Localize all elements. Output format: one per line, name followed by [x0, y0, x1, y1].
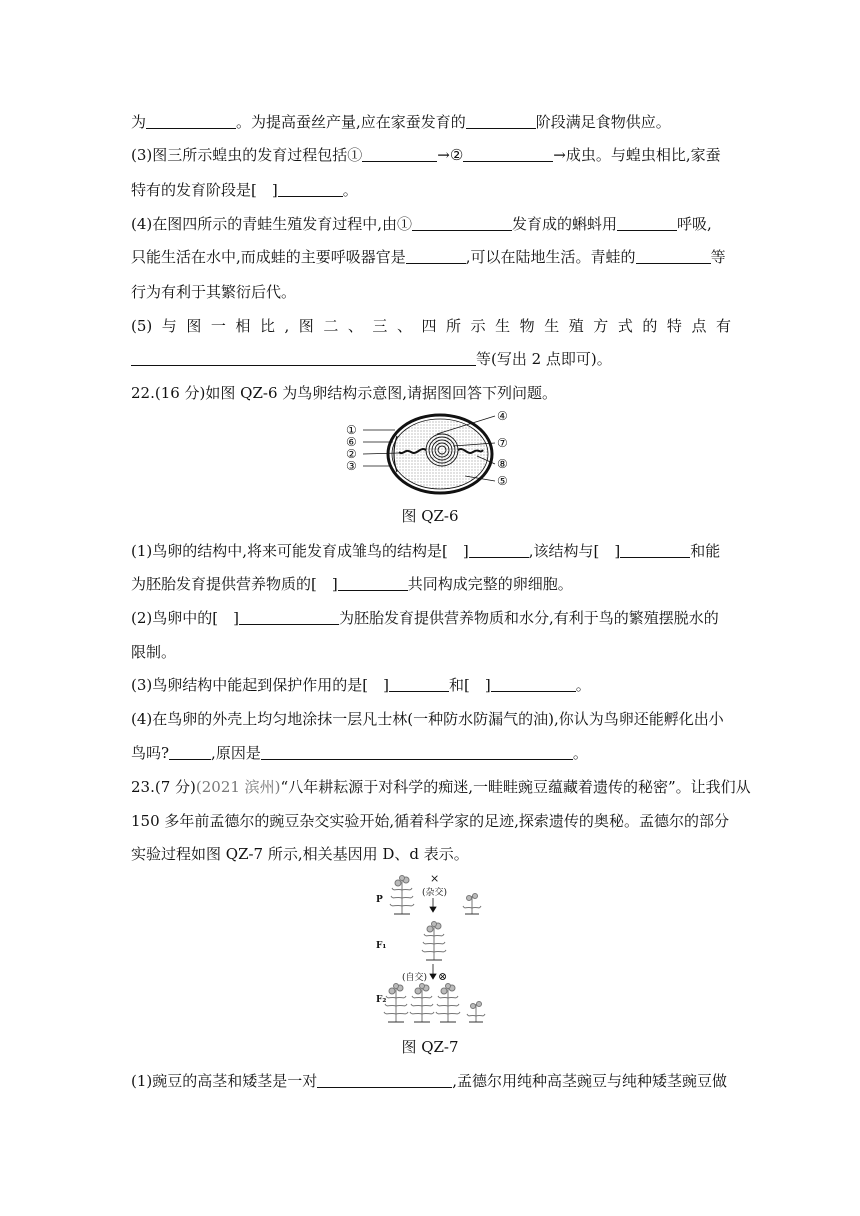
cross-arrows: [430, 898, 436, 979]
tall-pea-parent: [390, 876, 414, 915]
answer-blank[interactable]: [466, 113, 536, 129]
text: ,原因是: [211, 744, 261, 762]
text: 和能: [690, 542, 721, 560]
text: →成虫。与蝗虫相比,家蚕: [553, 146, 721, 164]
text: 23.(7 分): [131, 778, 196, 796]
f2-tall-pea: [436, 984, 460, 1023]
answer-blank[interactable]: [491, 676, 576, 692]
text: 。: [572, 744, 588, 762]
answer-blank[interactable]: [362, 146, 437, 162]
text: (3)图三所示蝗虫的发育过程包括①: [131, 146, 363, 164]
text-line: [131, 743, 731, 763]
label-7: ⑦: [497, 436, 508, 450]
text-line: [131, 214, 731, 234]
label-f2: F₂: [376, 995, 387, 1005]
source-note: (2021 滨州): [195, 778, 281, 796]
text-line: [131, 180, 731, 200]
f2-tall-pea: [384, 984, 408, 1023]
text: ,可以在陆地生活。青蛙的: [465, 248, 636, 266]
label-self: (自交): [402, 973, 428, 983]
text: 为胚胎发育提供营养物质和水分,有利于鸟的繁殖摆脱水的: [338, 609, 719, 627]
text-line: 行为有利于其繁衍后代。: [131, 283, 297, 301]
text: “八年耕耘源于对科学的痴迷,一畦畦豌豆蕴藏着遗传的秘密”。让我们从: [280, 778, 751, 796]
answer-blank[interactable]: [617, 215, 677, 231]
text: (4)在图四所示的青蛙生殖发育过程中,由①: [131, 215, 413, 233]
question-22: 22.(16 分)如图 QZ-6 为鸟卵结构示意图,请据图回答下列问题。: [131, 384, 558, 402]
text-line: (4)在鸟卵的外壳上均匀地涂抹一层凡士林(一种防水防漏气的油),你认为鸟卵还能孵化出小: [131, 710, 724, 728]
f2-short-pea: [467, 1002, 485, 1023]
text: (1)豌豆的高茎和矮茎是一对: [131, 1072, 318, 1090]
text: (2)鸟卵中的[ ]: [131, 609, 239, 627]
text-line: 150 多年前孟德尔的豌豆杂交实验开始,循着科学家的足迹,探索遗传的奥秘。孟德尔的部分: [131, 812, 729, 830]
text: 鸟吗?: [131, 744, 170, 762]
text: 特有的发育阶段是[ ]: [131, 181, 278, 199]
text: 为: [131, 113, 147, 131]
answer-blank[interactable]: [146, 113, 236, 129]
text: →②: [437, 146, 464, 164]
pea-cross-figure: [372, 868, 494, 1028]
answer-blank[interactable]: [169, 744, 211, 760]
answer-blank[interactable]: [278, 181, 343, 197]
text-line: [131, 247, 731, 267]
text: 为胚胎发育提供营养物质的[ ]: [131, 575, 338, 593]
text: ,孟德尔用纯种高茎豌豆与纯种矮茎豌豆做: [452, 1072, 728, 1090]
text: ,该结构与[ ]: [528, 542, 621, 560]
text-line: [131, 349, 731, 369]
label-4: ④: [497, 409, 508, 423]
text: 等(写出 2 点即可)。: [476, 350, 612, 368]
answer-blank[interactable]: [406, 248, 466, 264]
text-line: [131, 1071, 731, 1091]
answer-blank[interactable]: [261, 744, 573, 760]
text: 和[ ]: [448, 676, 491, 694]
text: 发育成的蝌蚪用: [512, 215, 618, 233]
text-line: [131, 675, 731, 695]
answer-blank[interactable]: [469, 542, 529, 558]
answer-blank[interactable]: [620, 542, 690, 558]
text-line: (5)与图一相比,图二、三、四所示生物生殖方式的特点有: [131, 317, 731, 335]
text-line: [131, 608, 731, 628]
text: (1)鸟卵的结构中,将来可能发育成雏鸟的结构是[ ]: [131, 542, 469, 560]
egg-structure-figure: [345, 406, 525, 496]
text-line: [131, 145, 731, 165]
text: 共同构成完整的卵细胞。: [407, 575, 573, 593]
label-p: P: [376, 895, 383, 905]
answer-blank[interactable]: [636, 248, 711, 264]
answer-blank[interactable]: [239, 609, 339, 625]
text: 。: [342, 181, 358, 199]
albumen-shape: [392, 419, 488, 489]
short-pea-parent: [463, 894, 481, 915]
f2-tall-pea: [410, 984, 434, 1023]
text: 只能生活在水中,而成蛙的主要呼吸器官是: [131, 248, 406, 266]
cross-symbol: ×: [430, 872, 440, 885]
text-line: [131, 541, 731, 561]
text-line: 实验过程如图 QZ-7 所示,相关基因用 D、d 表示。: [131, 845, 469, 863]
text: (3)鸟卵结构中能起到保护作用的是[ ]: [131, 676, 389, 694]
answer-blank[interactable]: [338, 575, 408, 591]
f1-tall-pea: [422, 922, 446, 961]
self-symbol: ⊗: [438, 970, 448, 983]
label-3: ③: [346, 459, 357, 473]
text: 阶段满足食物供应。: [535, 113, 671, 131]
text: 呼吸,: [677, 215, 712, 233]
answer-blank[interactable]: [412, 215, 512, 231]
text: 等: [710, 248, 726, 266]
text-line: [131, 112, 731, 132]
figure-caption: 图 QZ-7: [401, 1038, 459, 1056]
question-23: [131, 777, 751, 797]
text: 。为提高蚕丝产量,应在家蚕发育的: [236, 113, 466, 131]
figure-caption: 图 QZ-6: [401, 507, 459, 525]
label-6: ⑥: [346, 435, 357, 449]
text-line: 限制。: [131, 643, 177, 661]
text-line: [131, 574, 731, 594]
label-f1: F₁: [376, 941, 387, 951]
label-8: ⑧: [497, 457, 508, 471]
label-hybrid: (杂交): [422, 888, 448, 898]
text: 。: [575, 676, 591, 694]
label-2: ②: [346, 447, 357, 461]
label-5: ⑤: [497, 474, 508, 488]
answer-blank[interactable]: [389, 676, 449, 692]
answer-blank[interactable]: [317, 1072, 452, 1088]
label-1: ①: [346, 423, 357, 437]
answer-blank[interactable]: [463, 146, 553, 162]
answer-blank[interactable]: [131, 350, 476, 366]
